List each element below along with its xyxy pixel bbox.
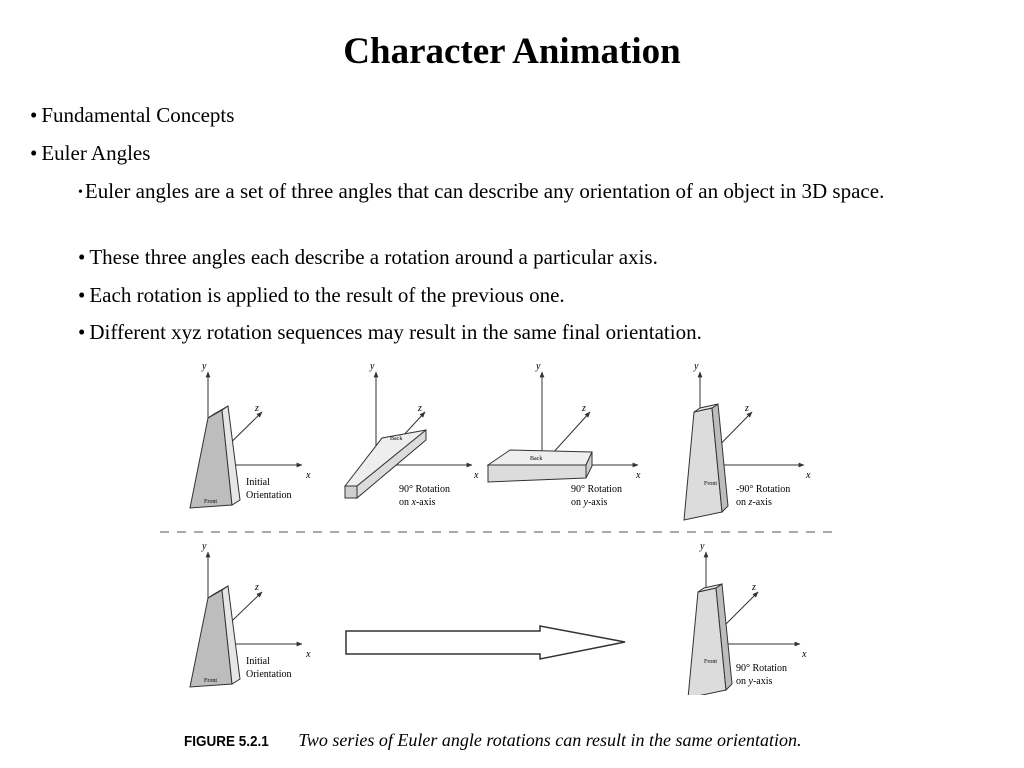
axis-label-z: z: [582, 403, 586, 414]
axis-label-z: z: [418, 403, 422, 414]
panel-top-rot-z: [684, 361, 811, 520]
bullet-glyph: •: [78, 245, 86, 269]
axis-label-x: x: [636, 470, 641, 481]
panel-bottom-initial: [190, 541, 311, 687]
axis-label-y: y: [370, 361, 375, 372]
panel-label-line1: 90° Rotation: [571, 484, 622, 495]
panel-label-line1: 90° Rotation: [736, 663, 787, 674]
panel-label-line1: 90° Rotation: [399, 484, 450, 495]
face-label-back: Back: [530, 456, 543, 462]
face-label-front: Front: [704, 481, 718, 487]
axis-label-z: z: [255, 403, 259, 414]
bullet-text: Different xyz rotation sequences may result in the same final orientation.: [89, 320, 702, 344]
axis-label-x: x: [306, 649, 311, 660]
sub-bullet-orientation: [78, 319, 978, 346]
axis-label-y: y: [202, 361, 207, 372]
panel-label-line1: -90° Rotation: [736, 484, 791, 495]
sub-bullet-axis: [78, 244, 978, 271]
axis-label-y: y: [694, 361, 699, 372]
axis-label-z: z: [745, 403, 749, 414]
bullet-glyph: •: [78, 283, 86, 307]
panel-label-line1: Initial: [246, 656, 270, 667]
face-label-front: Front: [704, 659, 718, 665]
figure-caption-text: Two series of Euler angle rotations can result in the same orientation.: [298, 730, 802, 750]
panel-label-line2: Orientation: [246, 669, 292, 680]
panel-label-line1: Initial: [246, 477, 270, 488]
panel-label-line2: on y-axis: [571, 497, 608, 508]
bullet-text: Each rotation is applied to the result of the previous one.: [89, 283, 565, 307]
bullet-text: Euler Angles: [41, 141, 151, 165]
axis-label-x: x: [474, 470, 479, 481]
bullet-glyph: •: [78, 320, 86, 344]
bullet-text: These three angles each describe a rotation around a particular axis.: [89, 245, 658, 269]
face-label-front: Front: [204, 499, 218, 505]
panel-top-rot-y: [488, 361, 641, 508]
axis-label-z: z: [752, 582, 756, 593]
axis-label-y: y: [536, 361, 541, 372]
bullet-text: Euler angles are a set of three angles that can describe any orientation of an object in 3D space.: [84, 179, 885, 203]
panel-label-line2: on x-axis: [399, 497, 436, 508]
panel-bottom-rot-y: [688, 541, 807, 695]
sub-bullet-definition: [78, 177, 978, 207]
sub-bullet-sequence: [78, 282, 978, 309]
bullet-euler-angles: [30, 140, 150, 167]
axis-label-x: x: [806, 470, 811, 481]
bullet-glyph: •: [30, 141, 38, 165]
axis-label-x: x: [306, 470, 311, 481]
axis-label-y: y: [700, 541, 705, 552]
figure-number: FIGURE 5.2.1: [184, 733, 269, 750]
panel-label-line2: on z-axis: [736, 497, 772, 508]
bullet-text: Fundamental Concepts: [41, 103, 235, 127]
axis-label-y: y: [202, 541, 207, 552]
axis-label-z: z: [255, 582, 259, 593]
figure-caption: [184, 728, 802, 754]
bullet-glyph: •: [30, 103, 38, 127]
panel-label-line2: Orientation: [246, 490, 292, 501]
face-label-back: Back: [390, 436, 403, 442]
face-label-front: Front: [204, 678, 218, 684]
equivalence-arrow-icon: [346, 626, 625, 659]
bullet-fundamental-concepts: [30, 102, 234, 129]
panel-label-line2: on y-axis: [736, 676, 773, 687]
axis-label-x: x: [802, 649, 807, 660]
slide-title: Character Animation: [343, 31, 681, 72]
bullet-glyph: •: [78, 185, 83, 200]
panel-top-rot-x: [345, 361, 479, 508]
euler-rotation-figure: [150, 355, 850, 695]
panel-top-initial: [190, 361, 311, 508]
